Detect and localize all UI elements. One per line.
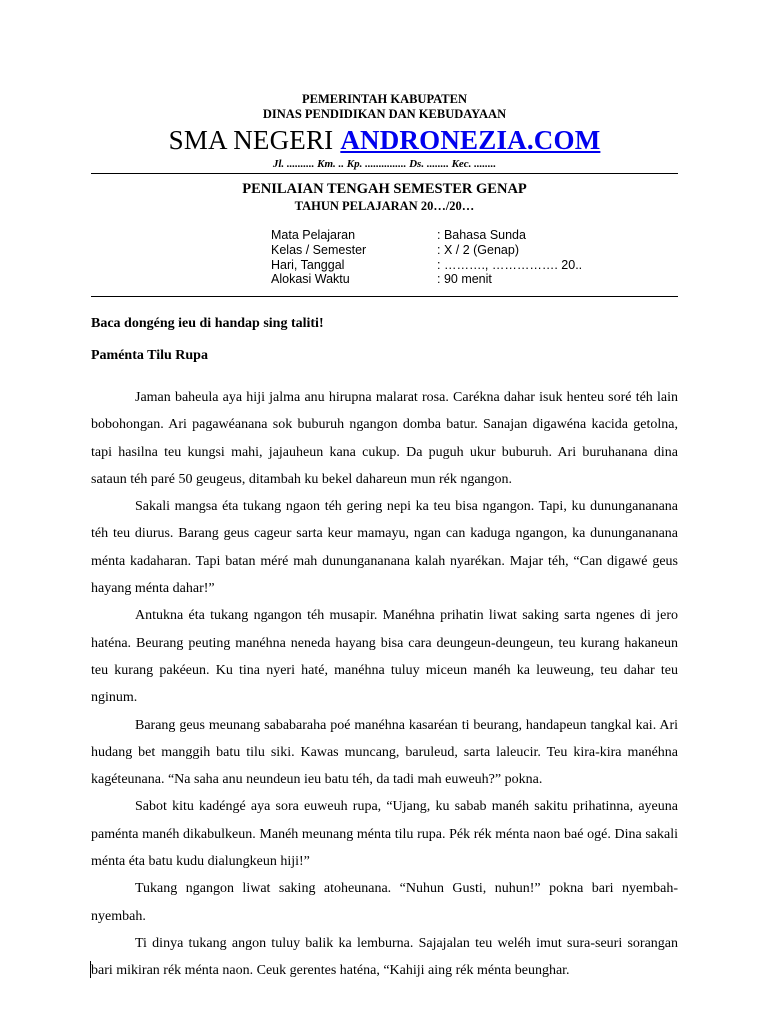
info-row [271, 228, 637, 243]
info-value: : 90 menit [437, 272, 492, 287]
academic-year: TAHUN PELAJARAN 20…/20… [294, 199, 475, 213]
info-label: Hari, Tanggal [271, 257, 345, 272]
exam-info-table [271, 228, 637, 287]
story-paragraph: Sakali mangsa éta tukang ngaon téh gering nepi ka teu bisa ngangon. Tapi, ku dunungananana téh teu diurus. Barang geus cageur sarta keur mamayu, ngan can kaduga ngangon, ka dunungananana ménta kadaharan. Tapi batan méré mah dunungananana kalah nyarékan. Majar téh, “Can digawé geus hayang ménta dahar!” [91, 499, 678, 597]
header-divider [91, 173, 678, 174]
story-paragraph: Tukang ngangon liwat saking atoheunana. “Nuhun Gusti, nuhun!” pokna bari nyembah-nyembah. [91, 881, 678, 924]
story-paragraph: Ti dinya tukang angon tuluy balik ka lemburna. Sajajalan teu weléh imut sura-seuri sorangan bari mikiran rék ménta naon. Ceuk gerentes haténa, “Kahiji aing rék ménta beunghar. [91, 935, 678, 979]
info-label: Kelas / Semester [271, 242, 367, 257]
info-label: Alokasi Waktu [271, 272, 350, 287]
letterhead [91, 92, 678, 171]
info-value: : Bahasa Sunda [437, 228, 526, 242]
story-title: Paménta Tilu Rupa [91, 348, 208, 363]
info-value: : X / 2 (Genap) [437, 242, 519, 257]
government-line: PEMERINTAH KABUPATEN [302, 92, 467, 106]
school-link[interactable]: ANDRONEZIA.COM [340, 125, 601, 155]
story-paragraph: Sabot kitu kadéngé aya sora euweuh rupa, “Ujang, ku sabab manéh sakitu prihatinna, ayeuna paménta manéh dikabulkeun. Manéh meunang ménta tilu rupa. Pék rék ménta naon baé ogé. Dina sakali ménta éta batu kudu dialungkeun hiji!” [91, 799, 678, 870]
info-row [271, 243, 637, 258]
info-value: : ………., ……………. 20.. [437, 257, 583, 272]
story-paragraph: Antukna éta tukang ngangon téh musapir. Manéhna prihatin liwat saking sarta ngenes di jero haténa. Beurang peuting manéhna neneda hayang bisa cara deungeun-deungeun, teu kurang hakaneun teu kurang pakéeun. Ku tina nyeri haté, manéhna tuluy miceun manéh ka leuweung, teu dahar teu nginum. [91, 608, 678, 706]
exam-heading [91, 181, 678, 214]
school-prefix: SMA NEGERI [168, 125, 334, 155]
info-label: Mata Pelajaran [271, 228, 356, 242]
info-divider [91, 296, 678, 297]
text-cursor [90, 961, 91, 978]
school-address: Jl. .......... Km. .. Kp. ............... Ds. ........ Kec. ........ [272, 158, 497, 170]
info-row [271, 258, 637, 273]
story-paragraph: Jaman baheula aya hiji jalma anu hirupna malarat rosa. Carékna dahar isuk henteu soré téh lain bobohongan. Ari pagawéanana sok buburuh ngangon domba batur. Sanajan digawéna kacida getolna, tapi hasilna teu kungsi mahi, jajauheun kana cukup. Da puguh ukur buburuh. Ari buruhanana dina sataun téh paré 50 geugeus, ditambah ku bekel dahareun mun rék ngangon. [91, 390, 678, 487]
story-paragraph: Barang geus meunang sababaraha poé manéhna kasaréan ti beurang, handapeun tangkal kai. Ari hudang bet manggih batu tilu siki. Kawas muncang, baruleud, sarta laleucir. Teu kira-kira manéhna kagéteunana. “Na saha anu neundeun ieu batu téh, da tadi mah euweuh?” pokna. [91, 717, 678, 788]
exam-title: PENILAIAN TENGAH SEMESTER GENAP [242, 181, 527, 197]
department-line: DINAS PENDIDIKAN DAN KEBUDAYAAN [262, 107, 507, 121]
story-body[interactable] [91, 384, 678, 985]
info-row [271, 272, 637, 287]
school-name [91, 122, 678, 158]
instruction-text: Baca dongéng ieu di handap sing taliti! [91, 316, 324, 331]
